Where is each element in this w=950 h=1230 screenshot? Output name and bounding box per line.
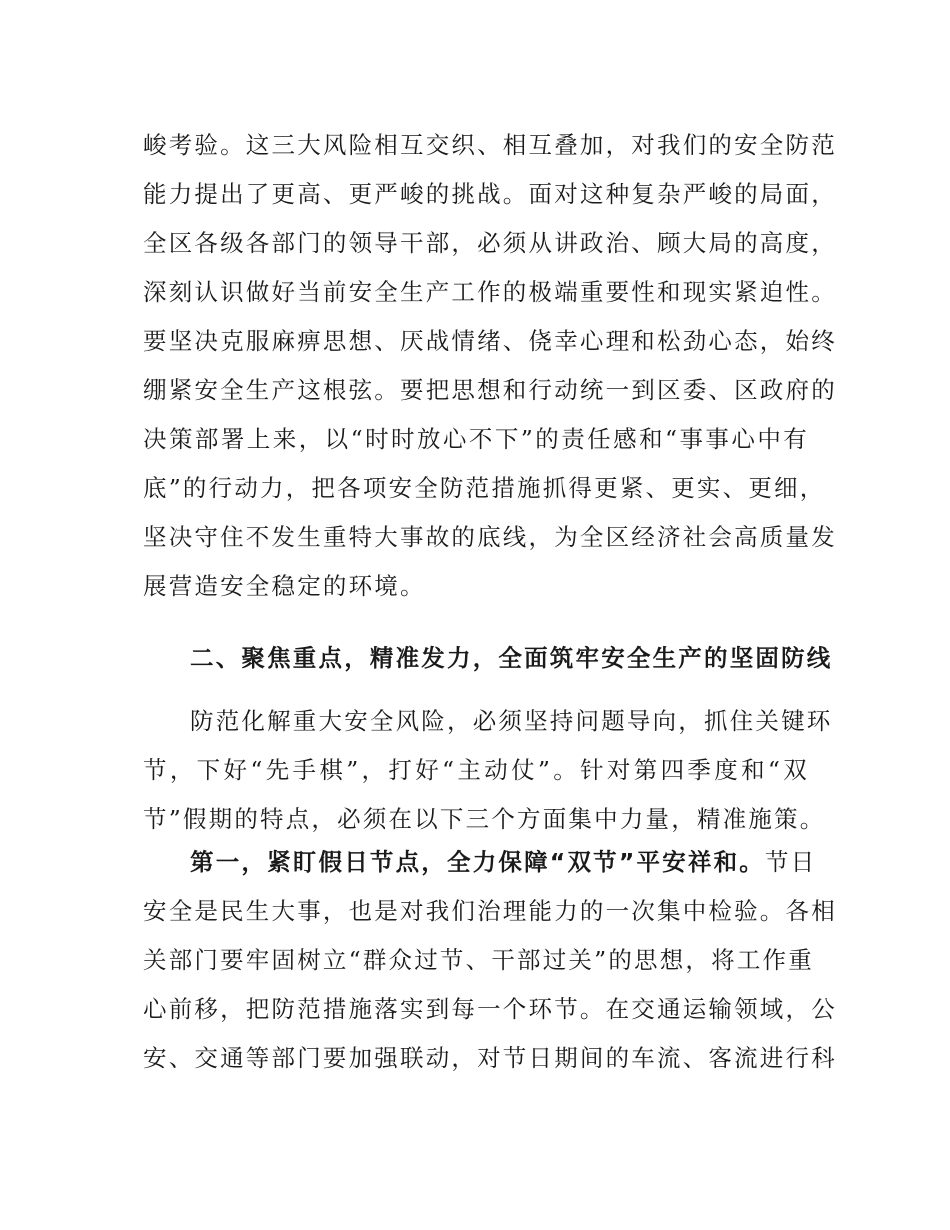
section-heading: 二、聚焦重点，精准发力，全面筑牢安全生产的坚固防线 [190, 644, 833, 672]
paragraph-line: 决策部署上来，以“时时放心不下”的责任感和“事事心中有 [143, 425, 809, 453]
paragraph-line: 能力提出了更高、更严峻的挑战。面对这种复杂严峻的局面， [143, 180, 837, 208]
paragraph-line: 底”的行动力，把各项安全防范措施抓得更紧、更实、更细， [143, 474, 826, 502]
paragraph-line: 全区各级各部门的领导干部，必须从讲政治、顾大局的高度， [143, 229, 837, 257]
paragraph-line: 安全是民生大事，也是对我们治理能力的一次集中检验。各相 [143, 897, 837, 925]
paragraph-first-line [190, 847, 817, 877]
paragraph-line: 节，下好“先手棋”，打好“主动仗”。针对第四季度和“双 [143, 756, 809, 784]
paragraph-line: 展营造安全稳定的环境。 [143, 572, 426, 600]
paragraph-line: 要坚决克服麻痹思想、厌战情绪、侥幸心理和松劲心态，始终 [143, 327, 837, 355]
paragraph-line: 峻考验。这三大风险相互交织、相互叠加，对我们的安全防范 [143, 131, 837, 159]
paragraph-line: 防范化解重大安全风险，必须坚持问题导向，抓住关键环 [190, 707, 833, 735]
paragraph-line: 关部门要牢固树立“群众过节、干部过关”的思想，将工作重 [143, 946, 814, 974]
paragraph-lead-rest: 节日 [765, 848, 817, 876]
paragraph-line: 节”假期的特点，必须在以下三个方面集中力量，精准施策。 [143, 805, 826, 833]
paragraph-line: 安、交通等部门要加强联动，对节日期间的车流、客流进行科 [143, 1044, 837, 1072]
paragraph-line: 深刻认识做好当前安全生产工作的极端重要性和现实紧迫性。 [143, 278, 837, 306]
paragraph-line: 心前移，把防范措施落实到每一个环节。在交通运输领域，公 [143, 995, 837, 1023]
paragraph-lead-bold: 第一，紧盯假日节点，全力保障“双节”平安祥和。 [190, 848, 765, 876]
paragraph-line: 绷紧安全生产这根弦。要把思想和行动统一到区委、区政府的 [143, 376, 837, 404]
paragraph-line: 坚决守住不发生重特大事故的底线，为全区经济社会高质量发 [143, 523, 837, 551]
